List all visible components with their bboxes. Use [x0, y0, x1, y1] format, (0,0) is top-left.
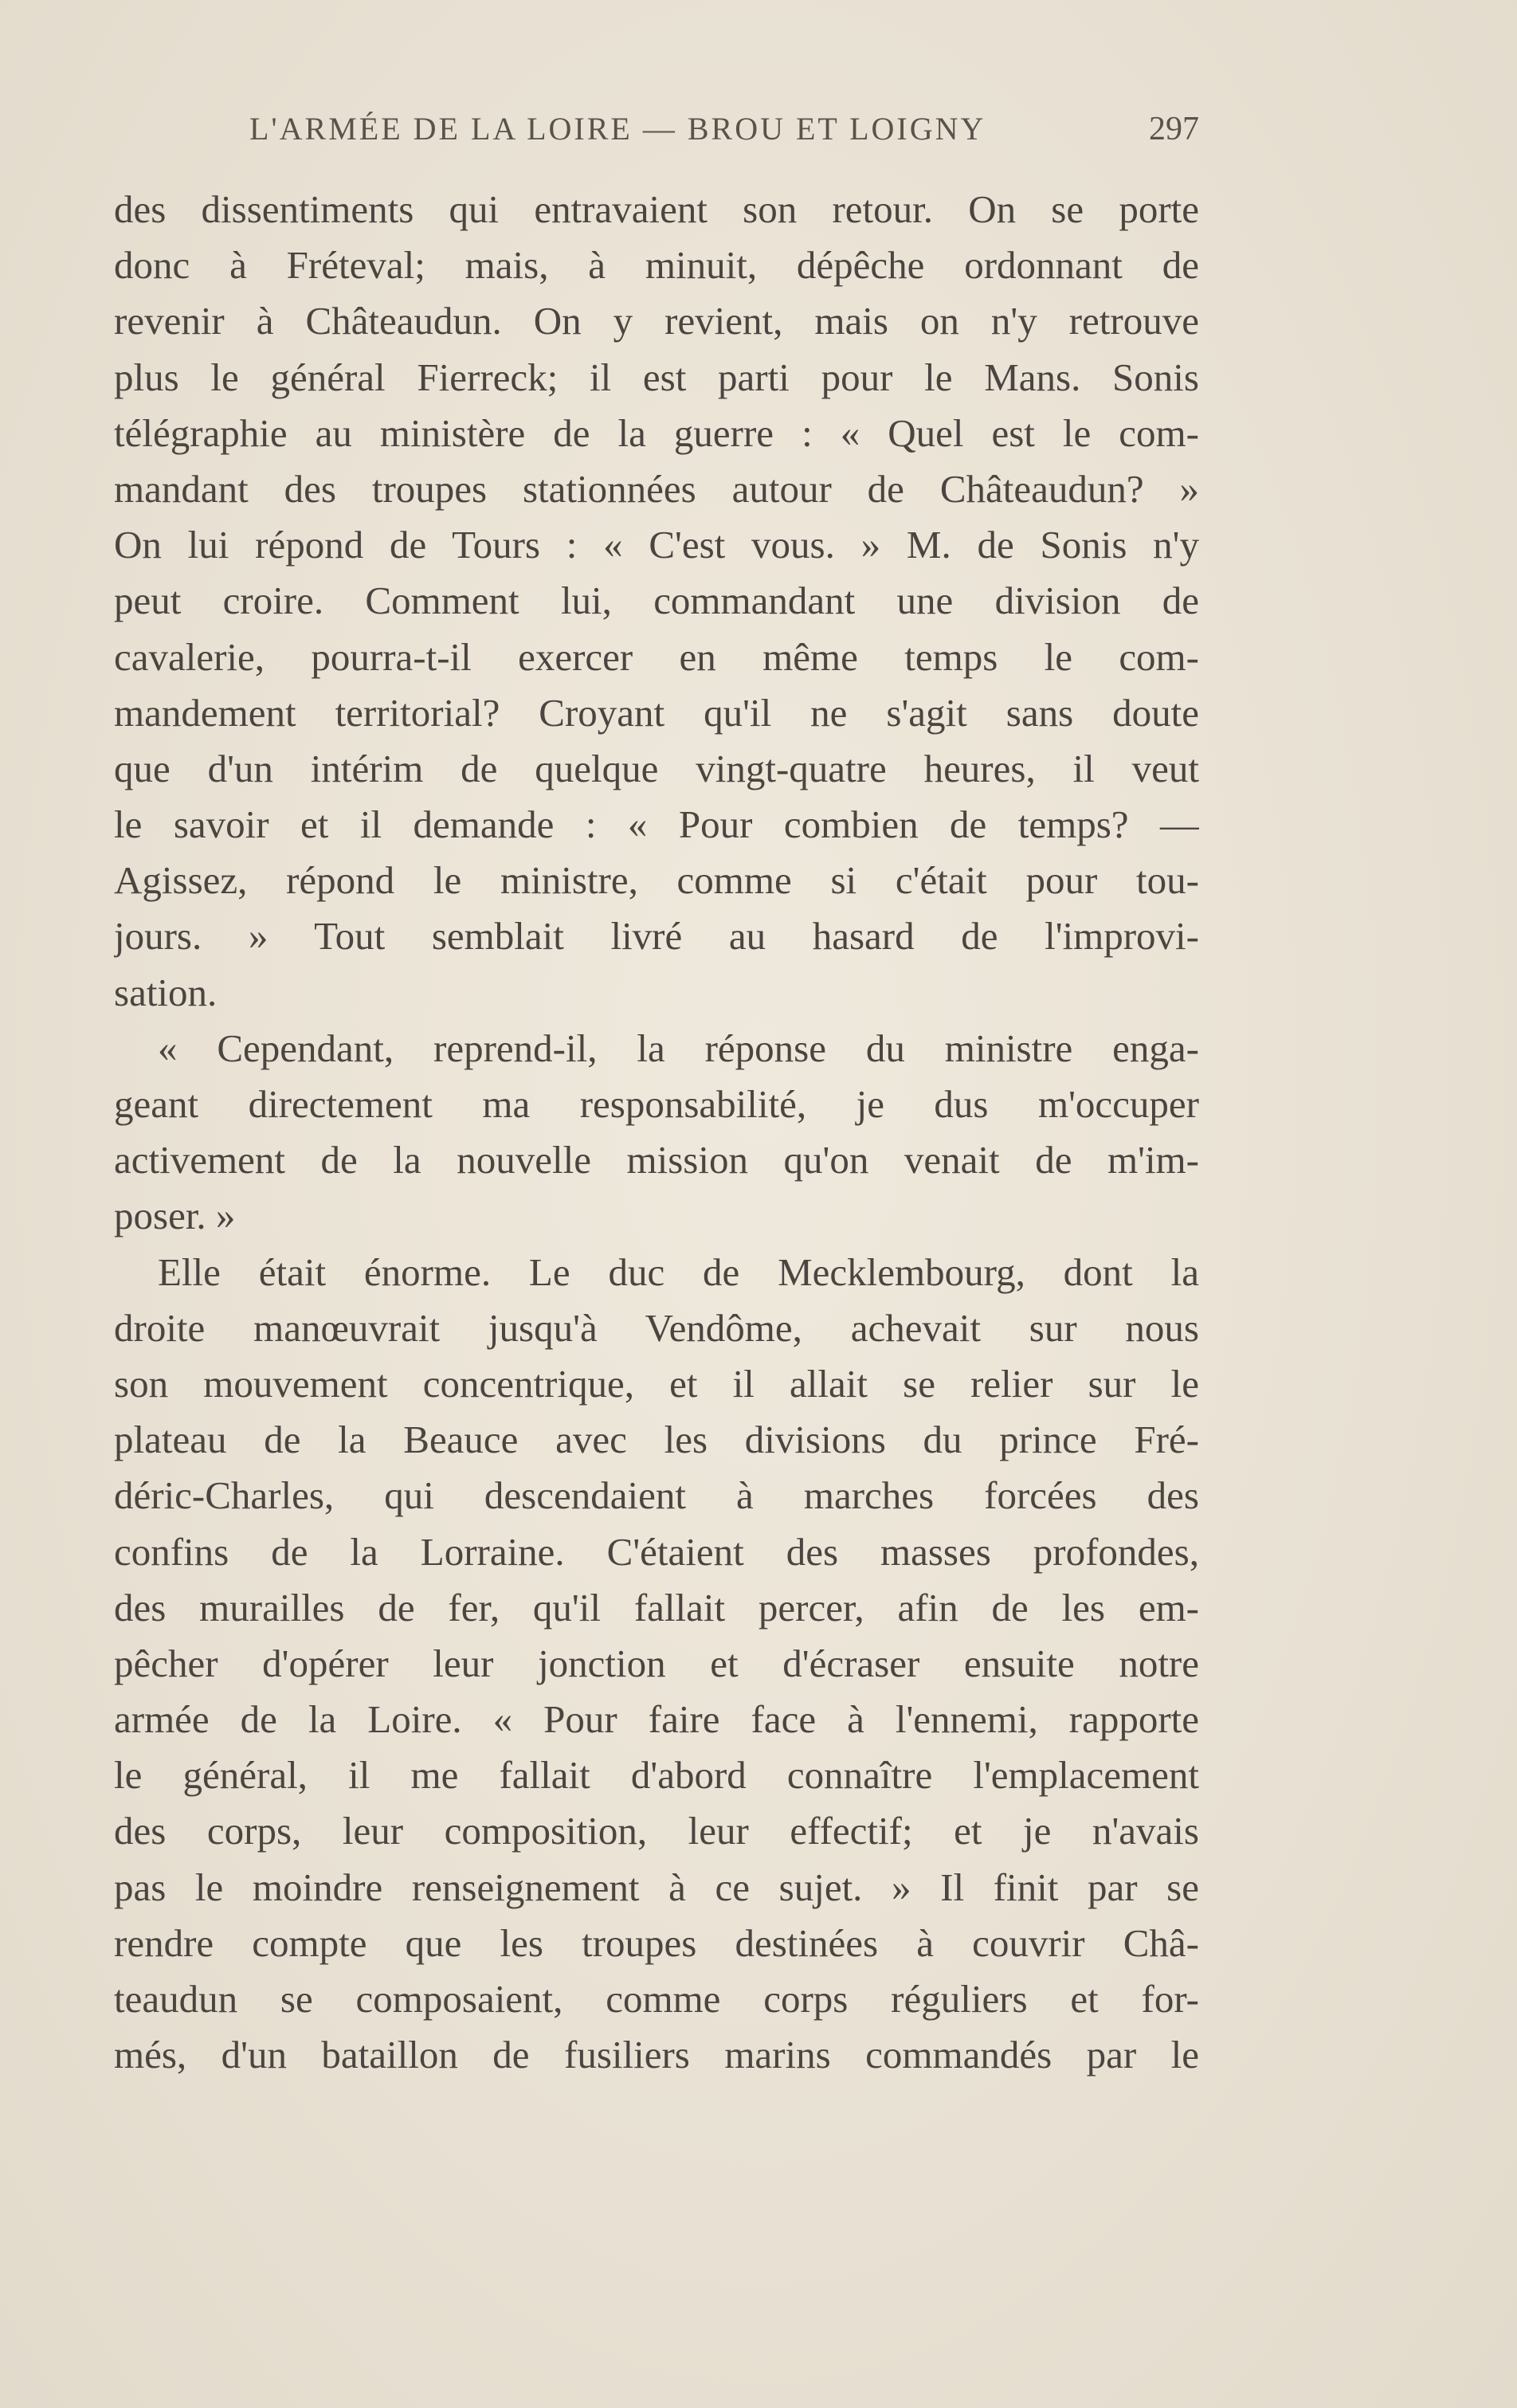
text-line: sation. — [114, 970, 218, 1014]
text-line: activement de la nouvelle mission qu'on venait de m'im- — [114, 1138, 1199, 1182]
text-line: le savoir et il demande : « Pour combien de temps? — — [114, 802, 1199, 847]
text-line: peut croire. Comment lui, commandant une division de — [114, 578, 1199, 623]
text-line: que d'un intérim de quelque vingt-quatre heures, il veut — [114, 746, 1199, 790]
text-line: cavalerie, pourra-t-il exercer en même temps le com- — [114, 634, 1199, 679]
text-line: més, d'un bataillon de fusiliers marins commandés par le — [114, 2033, 1199, 2077]
text-line: télégraphie au ministère de la guerre : « Quel est le com- — [114, 410, 1199, 455]
text-line: des murailles de fer, qu'il fallait percer, afin de les em- — [114, 1585, 1199, 1630]
text-line: jours. » Tout semblait livré au hasard de l'improvi- — [114, 914, 1199, 959]
running-title: L'ARMÉE DE LA LOIRE — BROU ET LOIGNY — [249, 111, 986, 147]
text-line: droite manœuvrait jusqu'à Vendôme, achevait sur nous — [114, 1305, 1199, 1350]
text-line: armée de la Loire. « Pour faire face à l'ennemi, rapporte — [114, 1697, 1199, 1742]
text-line: teaudun se composaient, comme corps réguliers et for- — [114, 1977, 1199, 2021]
page-header — [114, 110, 1199, 158]
text-line: son mouvement concentrique, et il allait se relier sur le — [114, 1361, 1199, 1406]
text-line: pêcher d'opérer leur jonction et d'écraser ensuite notre — [114, 1641, 1199, 1685]
text-line: confins de la Lorraine. C'étaient des masses profondes, — [114, 1529, 1199, 1574]
text-line: pas le moindre renseignement à ce sujet. » Il finit par se — [114, 1865, 1199, 1909]
text-line: rendre compte que les troupes destinées à couvrir Châ- — [114, 1920, 1199, 1965]
text-line: plus le général Fierreck; il est parti pour le Mans. Sonis — [114, 355, 1199, 399]
text-line: mandement territorial? Croyant qu'il ne s'agit sans doute — [114, 690, 1199, 735]
text-line: revenir à Châteaudun. On y revient, mais on n'y retrouve — [114, 299, 1199, 343]
text-line: « Cependant, reprend-il, la réponse du ministre enga- — [158, 1026, 1199, 1070]
text-line: des corps, leur composition, leur effectif; et je n'avais — [114, 1809, 1199, 1853]
text-line: le général, il me fallait d'abord connaître l'emplacement — [114, 1753, 1199, 1798]
text-line: On lui répond de Tours : « C'est vous. » M. de Sonis n'y — [114, 523, 1199, 567]
text-line: mandant des troupes stationnées autour de Châteaudun? » — [114, 466, 1199, 511]
text-line: geant directement ma responsabilité, je dus m'occuper — [114, 1082, 1199, 1126]
text-line: donc à Fréteval; mais, à minuit, dépêche ordonnant de — [114, 243, 1199, 288]
text-line: des dissentiments qui entravaient son retour. On se porte — [114, 187, 1199, 231]
page-number: 297 — [1149, 111, 1199, 147]
text-line: plateau de la Beauce avec les divisions du prince Fré- — [114, 1418, 1199, 1462]
text-line: déric-Charles, qui descendaient à marches forcées des — [114, 1473, 1199, 1518]
body-text — [114, 182, 1199, 2083]
text-line: poser. » — [114, 1194, 236, 1238]
text-line: Elle était énorme. Le duc de Mecklembourg, dont la — [158, 1249, 1199, 1294]
text-line: Agissez, répond le ministre, comme si c'était pour tou- — [114, 858, 1199, 903]
